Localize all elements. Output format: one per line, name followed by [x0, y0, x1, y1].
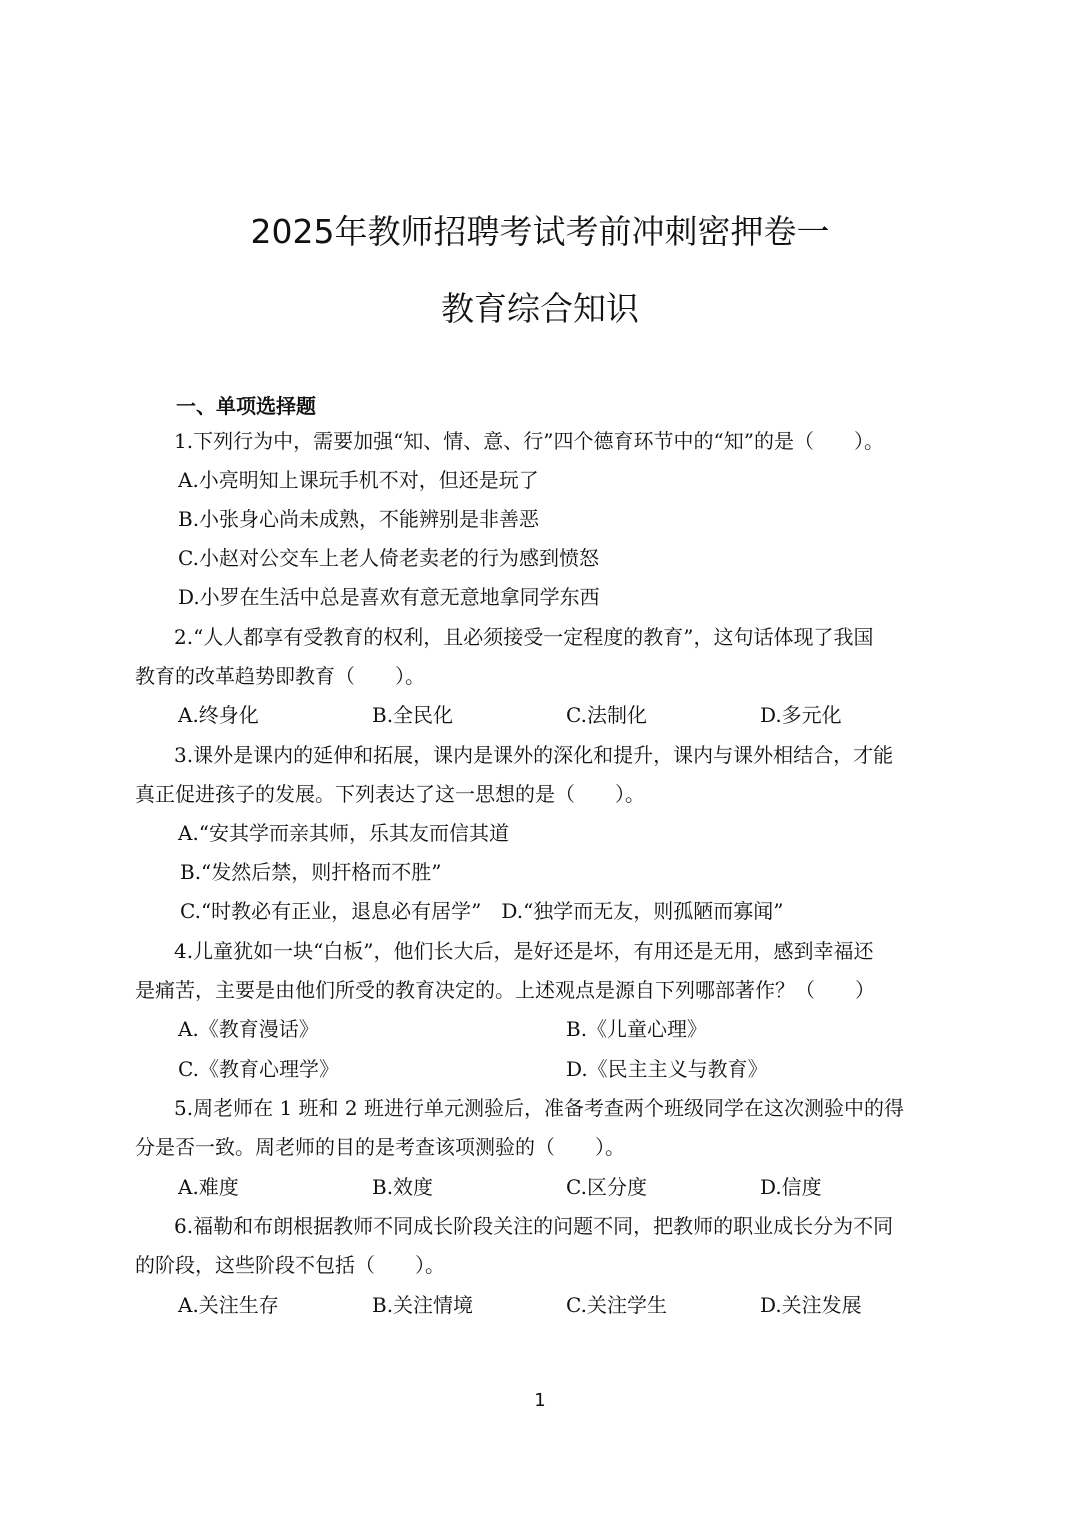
question-6-option-b: B.关注情境 — [372, 1293, 474, 1317]
question-2-stem-line2: 教育的改革趋势即教育（ ）。 — [135, 664, 425, 688]
question-4-option-d: D.《民主主义与教育》 — [566, 1057, 768, 1081]
question-2-option-a: A.终身化 — [178, 703, 259, 727]
question-3-option-b: B.“发然后禁，则扞格而不胜” — [180, 860, 442, 884]
question-6-stem-line2: 的阶段，这些阶段不包括（ ）。 — [135, 1253, 445, 1277]
question-4-option-c: C.《教育心理学》 — [178, 1057, 339, 1081]
question-6-option-d: D.关注发展 — [760, 1293, 862, 1317]
question-5-option-a: A.难度 — [178, 1175, 239, 1199]
question-3-stem-line2: 真正促进孩子的发展。下列表达了这一思想的是（ ）。 — [135, 782, 645, 806]
question-2-option-d: D.多元化 — [760, 703, 842, 727]
question-5-option-c: C.区分度 — [566, 1175, 647, 1199]
question-3-stem-line1: 3.课外是课内的延伸和拓展，课内是课外的深化和提升，课内与课外相结合，才能 — [174, 743, 894, 767]
question-1-option-a: A.小亮明知上课玩手机不对，但还是玩了 — [178, 468, 539, 492]
page-number: 1 — [534, 1390, 546, 1411]
section-heading: 一、单项选择题 — [176, 394, 316, 418]
question-4-stem-line1: 4.儿童犹如一块“白板”，他们长大后，是好还是坏，有用还是无用，感到幸福还 — [174, 939, 874, 963]
question-2-option-b: B.全民化 — [372, 703, 454, 727]
question-5-stem-line1: 5.周老师在 1 班和 2 班进行单元测验后，准备考查两个班级同学在这次测验中的得 — [174, 1096, 904, 1120]
question-2-stem-line1: 2.“人人都享有受教育的权利，且必须接受一定程度的教育”，这句话体现了我国 — [174, 625, 874, 649]
question-1-option-b: B.小张身心尚未成熟，不能辨别是非善恶 — [178, 507, 540, 531]
question-5-option-d: D.信度 — [760, 1175, 822, 1199]
question-1-option-d: D.小罗在生活中总是喜欢有意无意地拿同学东西 — [178, 585, 600, 609]
question-4-stem-line2: 是痛苦，主要是由他们所受的教育决定的。上述观点是源自下列哪部著作？（ ） — [135, 978, 875, 1002]
question-3-option-a: A.“安其学而亲其师，乐其友而信其道 — [178, 821, 510, 845]
question-4-option-b: B.《儿童心理》 — [566, 1017, 708, 1041]
question-1-stem: 1.下列行为中，需要加强“知、情、意、行”四个德育环节中的“知”的是（ ）。 — [174, 429, 884, 453]
question-6-option-a: A.关注生存 — [178, 1293, 279, 1317]
question-6-stem-line1: 6.福勒和布朗根据教师不同成长阶段关注的问题不同，把教师的职业成长分为不同 — [174, 1214, 894, 1238]
question-2-option-c: C.法制化 — [566, 703, 647, 727]
question-5-option-b: B.效度 — [372, 1175, 434, 1199]
document-title: 2025年教师招聘考试考前冲刺密押卷一 — [250, 212, 830, 251]
document-subtitle: 教育综合知识 — [441, 289, 639, 328]
question-6-option-c: C.关注学生 — [566, 1293, 667, 1317]
question-5-stem-line2: 分是否一致。周老师的目的是考查该项测验的（ ）。 — [135, 1135, 625, 1159]
question-4-option-a: A.《教育漫话》 — [178, 1017, 319, 1041]
question-3-options-c-d: C.“时教必有正业，退息必有居学” D.“独学而无友，则孤陋而寡闻” — [180, 899, 784, 923]
question-1-option-c: C.小赵对公交车上老人倚老卖老的行为感到愤怒 — [178, 546, 599, 570]
